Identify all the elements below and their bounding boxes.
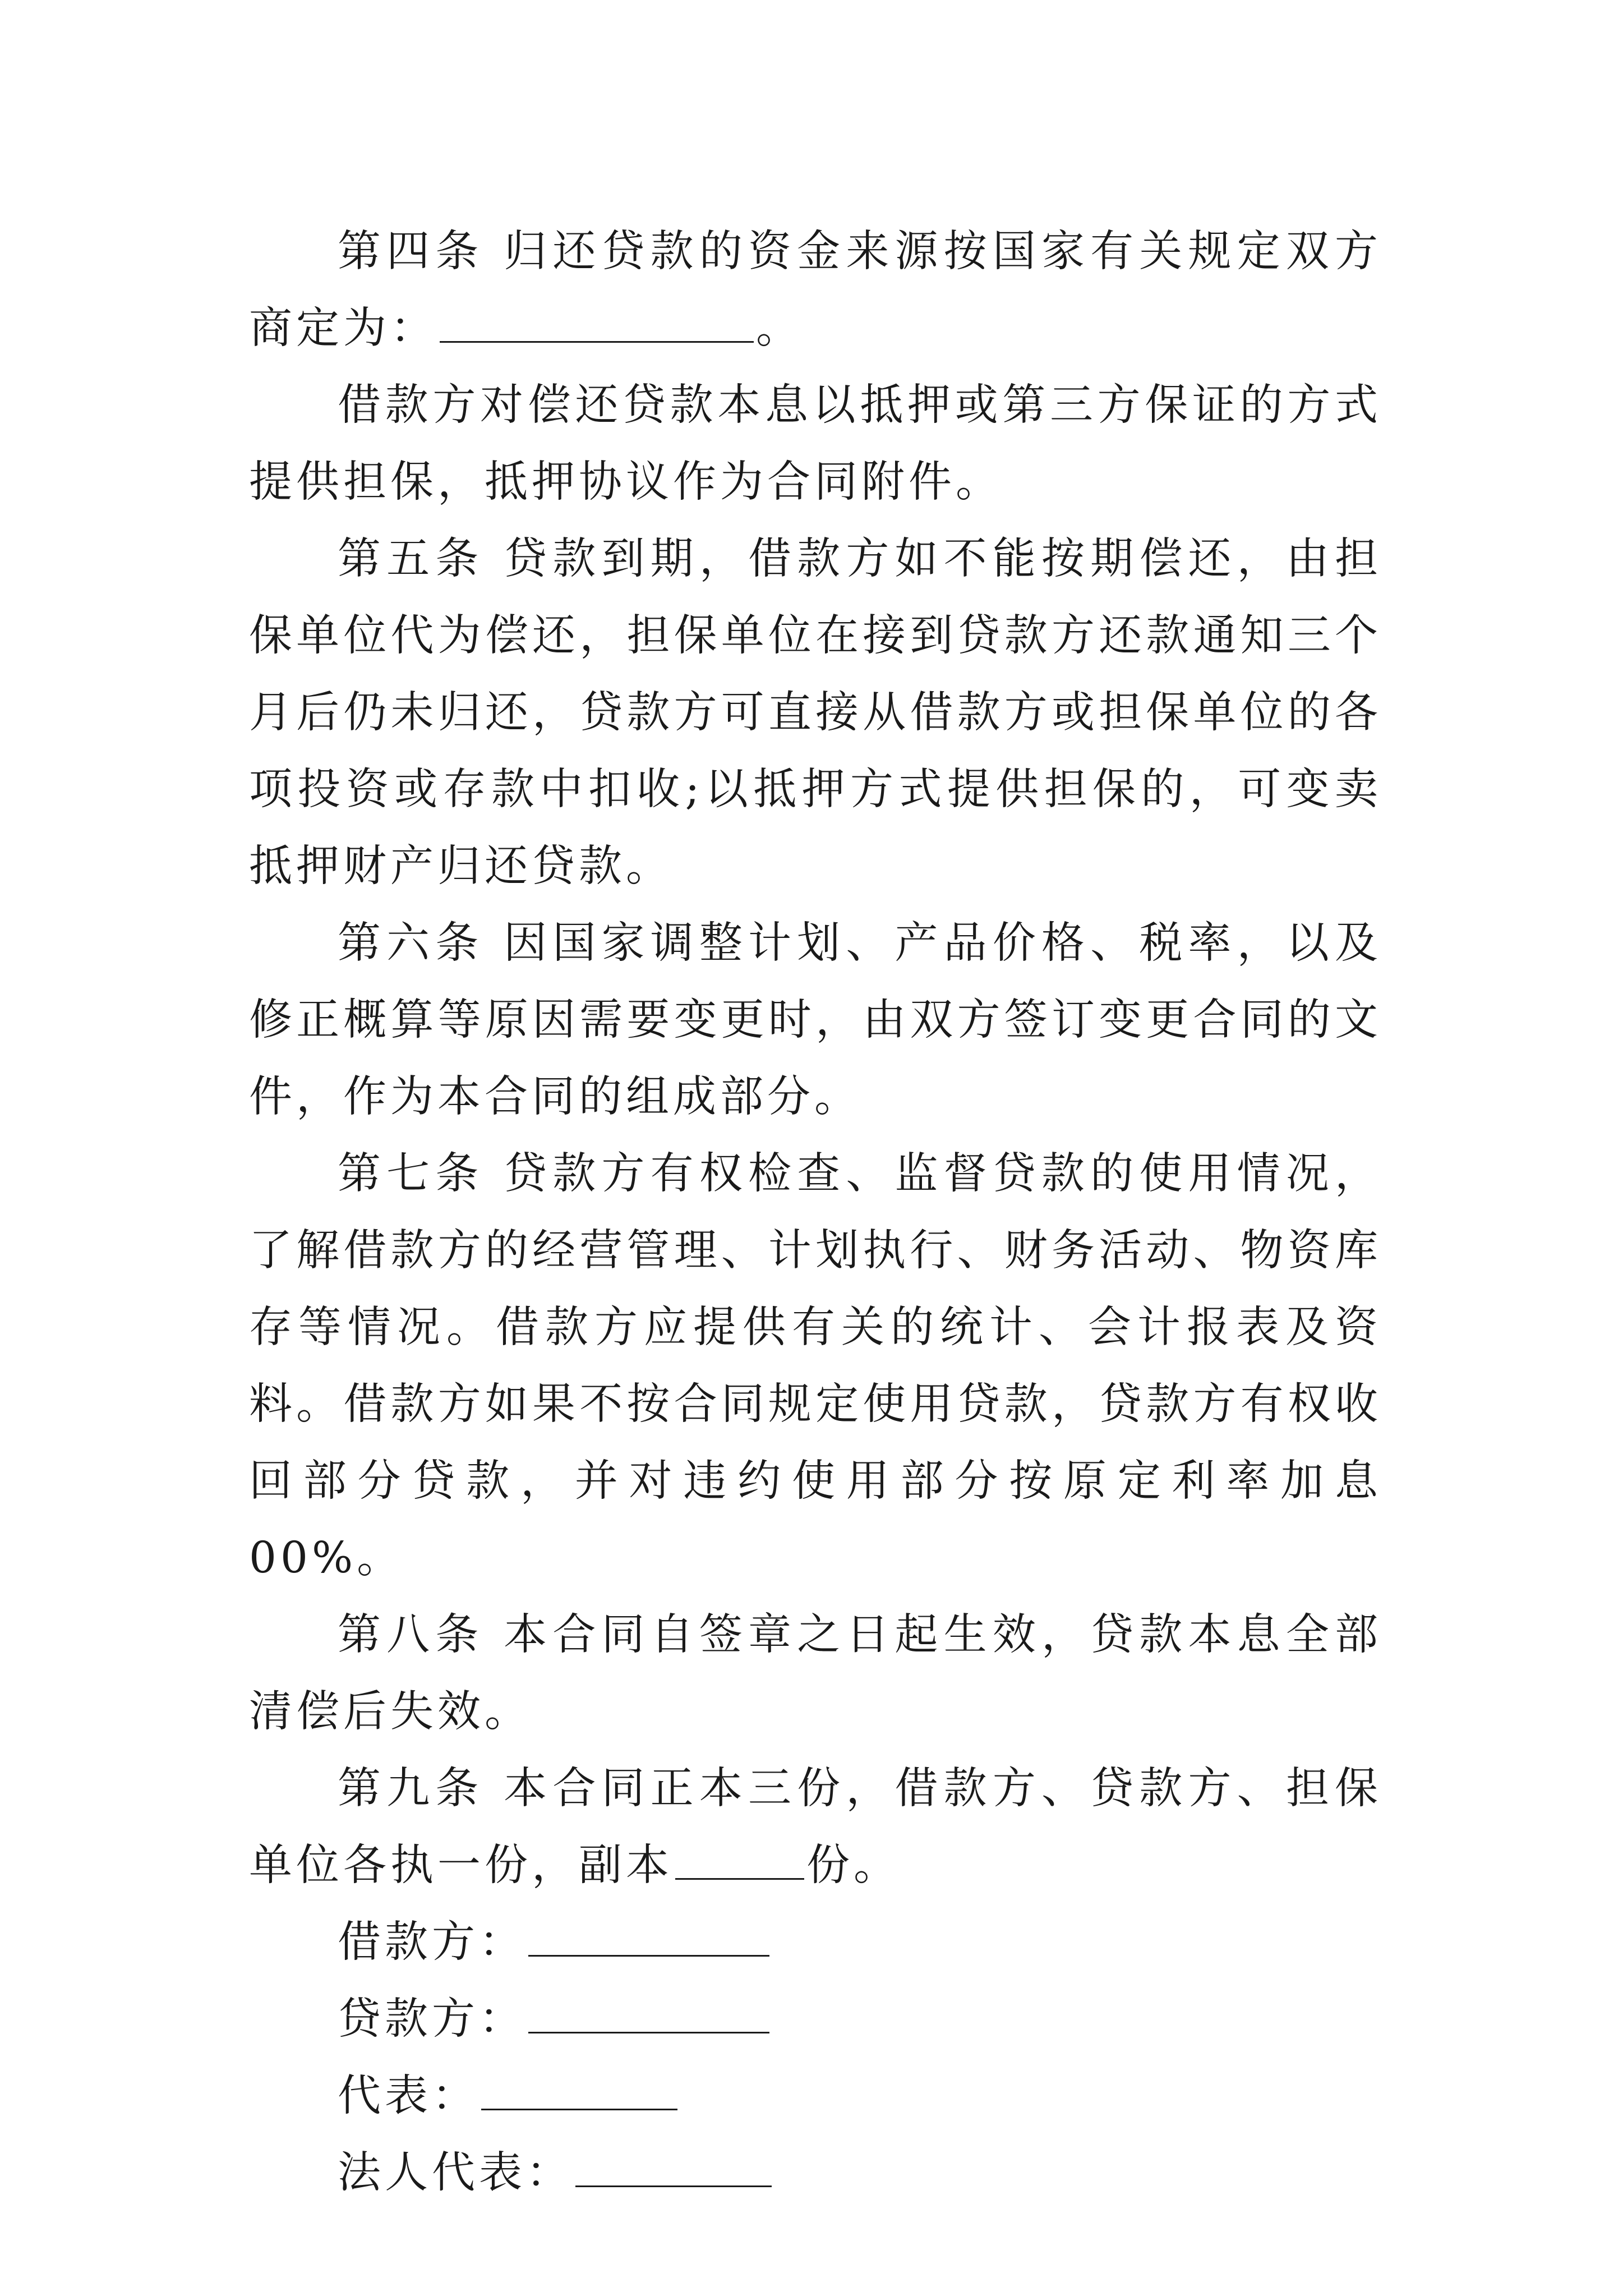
copies-count-blank[interactable] <box>675 1835 804 1880</box>
legal-rep-blank[interactable] <box>575 2142 772 2187</box>
legal-rep-signature-line <box>249 2134 1382 2211</box>
lender-blank[interactable] <box>528 1989 769 2033</box>
borrower-label: 借款方： <box>338 1917 526 1967</box>
borrower-signature-line <box>249 1904 1382 1981</box>
article-4-text: 第四条 归还贷款的资金来源按国家有关规定双方商定为： <box>249 227 1382 353</box>
article-4 <box>249 213 1382 367</box>
guarantee-paragraph: 借款方对偿还贷款本息以抵押或第三方保证的方式提供担保，抵押协议作为合同附件。 <box>249 380 1382 507</box>
contract-body <box>249 213 1382 2211</box>
repayment-source-blank[interactable] <box>440 298 754 343</box>
article-6: 第六条 因国家调整计划、产品价格、税率，以及修正概算等原因需要变更时，由双方签订变更合同的文件，作为本合同的组成部分。 <box>249 918 1382 1122</box>
lender-label: 贷款方： <box>338 1994 526 2044</box>
article-8: 第八条 本合同自签章之日起生效，贷款本息全部清偿后失效。 <box>249 1610 1382 1737</box>
article-4-end: 。 <box>756 303 803 353</box>
borrower-blank[interactable] <box>528 1912 769 1957</box>
article-9-end: 份。 <box>806 1841 901 1890</box>
article-9-text: 第九条 本合同正本三份，借款方、贷款方、担保单位各执一份，副本 <box>249 1764 1382 1890</box>
article-5: 第五条 贷款到期，借款方如不能按期偿还，由担保单位代为偿还，担保单位在接到贷款方还款通知三个月后仍未归还，贷款方可直接从借款方或担保单位的各项投资或存款中扣收;以抵押方式提供担保的，可变卖抵押财产归还贷款。 <box>249 534 1382 891</box>
representative-label: 代表： <box>338 2071 479 2121</box>
representative-signature-line <box>249 2058 1382 2134</box>
representative-blank[interactable] <box>481 2065 677 2110</box>
legal-rep-label: 法人代表： <box>338 2148 573 2198</box>
article-7: 第七条 贷款方有权检查、监督贷款的使用情况，了解借款方的经营管理、计划执行、财务活动、物资库存等情况。借款方应提供有关的统计、会计报表及资料。借款方如果不按合同规定使用贷款，贷款方有权收回部分贷款，并对违约使用部分按原定利率加息00%。 <box>249 1149 1382 1583</box>
lender-signature-line <box>249 1981 1382 2058</box>
article-9 <box>249 1750 1382 1904</box>
